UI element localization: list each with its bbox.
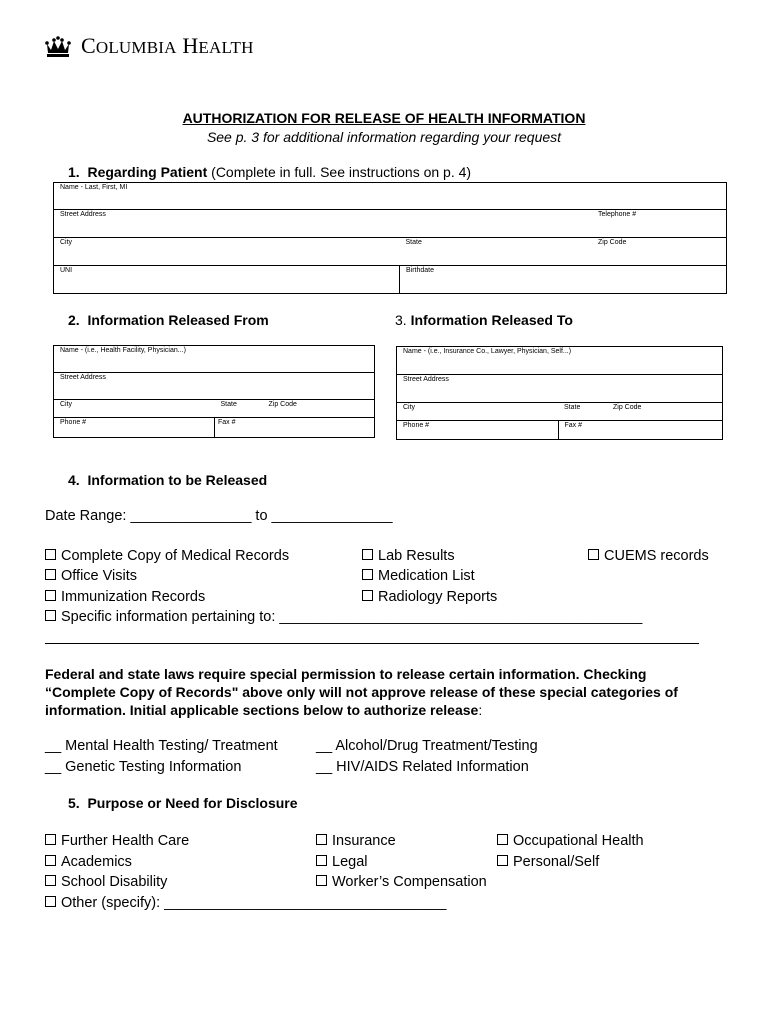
specific-info-continuation-line[interactable] bbox=[45, 643, 699, 644]
from-zip-field[interactable]: Zip Code bbox=[269, 400, 375, 418]
org-name: COLUMBIA HEALTH bbox=[81, 33, 254, 58]
special-permission-notice: Federal and state laws require special permission to release certain information. Checking “Complete Copy of Records" above only will not approve release of these special categories of information. Initial applicable sections below to authorize release: bbox=[45, 666, 678, 718]
purpose-further-health-care[interactable]: Further Health Care bbox=[45, 833, 189, 849]
purpose-occupational-health[interactable]: Occupational Health bbox=[497, 833, 644, 849]
option-radiology-reports[interactable]: Radiology Reports bbox=[362, 589, 497, 605]
section-2-heading: 2. Information Released From bbox=[68, 312, 269, 328]
to-zip-field[interactable]: Zip Code bbox=[613, 403, 723, 421]
checkbox-icon[interactable] bbox=[45, 875, 56, 886]
checkbox-icon[interactable] bbox=[316, 834, 327, 845]
purpose-other[interactable]: Other (specify): ___________________________________ bbox=[45, 895, 446, 911]
released-from-table bbox=[53, 345, 375, 438]
option-specific-information[interactable]: Specific information pertaining to: _____________________________________________ bbox=[45, 609, 642, 625]
option-medication-list[interactable]: Medication List bbox=[362, 568, 475, 584]
to-city-field[interactable]: City bbox=[397, 403, 559, 421]
date-range-line[interactable]: Date Range: _______________ to _______________ bbox=[45, 508, 393, 524]
from-name-field[interactable]: Name - (i.e., Health Facility, Physician...) bbox=[54, 346, 375, 373]
checkbox-icon[interactable] bbox=[362, 569, 373, 580]
section-4-heading: 4. Information to be Released bbox=[68, 472, 268, 488]
released-to-table bbox=[396, 346, 723, 440]
checkbox-icon[interactable] bbox=[362, 590, 373, 601]
checkbox-icon[interactable] bbox=[316, 875, 327, 886]
checkbox-icon[interactable] bbox=[316, 855, 327, 866]
patient-uni-field[interactable]: UNI bbox=[54, 266, 400, 294]
checkbox-icon[interactable] bbox=[588, 549, 599, 560]
purpose-legal[interactable]: Legal bbox=[316, 854, 367, 870]
section-3-heading: 3. Information Released To bbox=[395, 312, 573, 328]
patient-zip-field[interactable]: Zip Code bbox=[598, 238, 727, 266]
from-state-field[interactable]: State bbox=[215, 400, 269, 418]
patient-street-field[interactable]: Street Address bbox=[54, 210, 599, 238]
from-street-field[interactable]: Street Address bbox=[54, 373, 375, 400]
crown-icon bbox=[44, 36, 72, 58]
purpose-workers-compensation[interactable]: Worker’s Compensation bbox=[316, 874, 487, 890]
section-5-heading: 5. Purpose or Need for Disclosure bbox=[68, 795, 298, 811]
to-state-field[interactable]: State bbox=[558, 403, 613, 421]
purpose-insurance[interactable]: Insurance bbox=[316, 833, 396, 849]
purpose-academics[interactable]: Academics bbox=[45, 854, 132, 870]
special-hiv-aids[interactable]: __ HIV/AIDS Related Information bbox=[316, 759, 529, 775]
checkbox-icon[interactable] bbox=[45, 834, 56, 845]
from-phone-field[interactable]: Phone # bbox=[54, 418, 215, 438]
patient-city-field[interactable]: City bbox=[54, 238, 400, 266]
purpose-school-disability[interactable]: School Disability bbox=[45, 874, 167, 890]
special-genetic-testing[interactable]: __ Genetic Testing Information bbox=[45, 759, 242, 775]
checkbox-icon[interactable] bbox=[362, 549, 373, 560]
patient-state-field[interactable]: State bbox=[400, 238, 599, 266]
form-title: AUTHORIZATION FOR RELEASE OF HEALTH INFORMATION bbox=[182, 110, 586, 126]
option-immunization-records[interactable]: Immunization Records bbox=[45, 589, 205, 605]
checkbox-icon[interactable] bbox=[45, 610, 56, 621]
to-fax-field[interactable]: Fax # bbox=[558, 421, 723, 440]
form-subtitle: See p. 3 for additional information regarding your request bbox=[206, 129, 562, 145]
option-lab-results[interactable]: Lab Results bbox=[362, 548, 455, 564]
patient-info-table bbox=[53, 182, 727, 294]
to-street-field[interactable]: Street Address bbox=[397, 375, 723, 403]
checkbox-icon[interactable] bbox=[497, 834, 508, 845]
checkbox-icon[interactable] bbox=[497, 855, 508, 866]
option-complete-copy[interactable]: Complete Copy of Medical Records bbox=[45, 548, 289, 564]
to-phone-field[interactable]: Phone # bbox=[397, 421, 559, 440]
checkbox-icon[interactable] bbox=[45, 549, 56, 560]
checkbox-icon[interactable] bbox=[45, 590, 56, 601]
special-alcohol-drug[interactable]: __ Alcohol/Drug Treatment/Testing bbox=[316, 738, 538, 754]
patient-name-field[interactable]: Name - Last, First, MI bbox=[54, 183, 727, 210]
option-cuems-records[interactable]: CUEMS records bbox=[588, 548, 709, 564]
checkbox-icon[interactable] bbox=[45, 896, 56, 907]
section-1-heading: 1. Regarding Patient (Complete in full. See instructions on p. 4) bbox=[68, 164, 472, 180]
checkbox-icon[interactable] bbox=[45, 855, 56, 866]
option-office-visits[interactable]: Office Visits bbox=[45, 568, 137, 584]
to-name-field[interactable]: Name - (i.e., Insurance Co., Lawyer, Physician, Self...) bbox=[397, 347, 723, 375]
checkbox-icon[interactable] bbox=[45, 569, 56, 580]
purpose-personal-self[interactable]: Personal/Self bbox=[497, 854, 599, 870]
patient-telephone-field[interactable]: Telephone # bbox=[598, 210, 727, 238]
columbia-health-logo bbox=[44, 32, 254, 62]
from-fax-field[interactable]: Fax # bbox=[215, 418, 375, 438]
from-city-field[interactable]: City bbox=[54, 400, 215, 418]
patient-birthdate-field[interactable]: Birthdate bbox=[400, 266, 727, 294]
special-mental-health[interactable]: __ Mental Health Testing/ Treatment bbox=[45, 738, 278, 754]
